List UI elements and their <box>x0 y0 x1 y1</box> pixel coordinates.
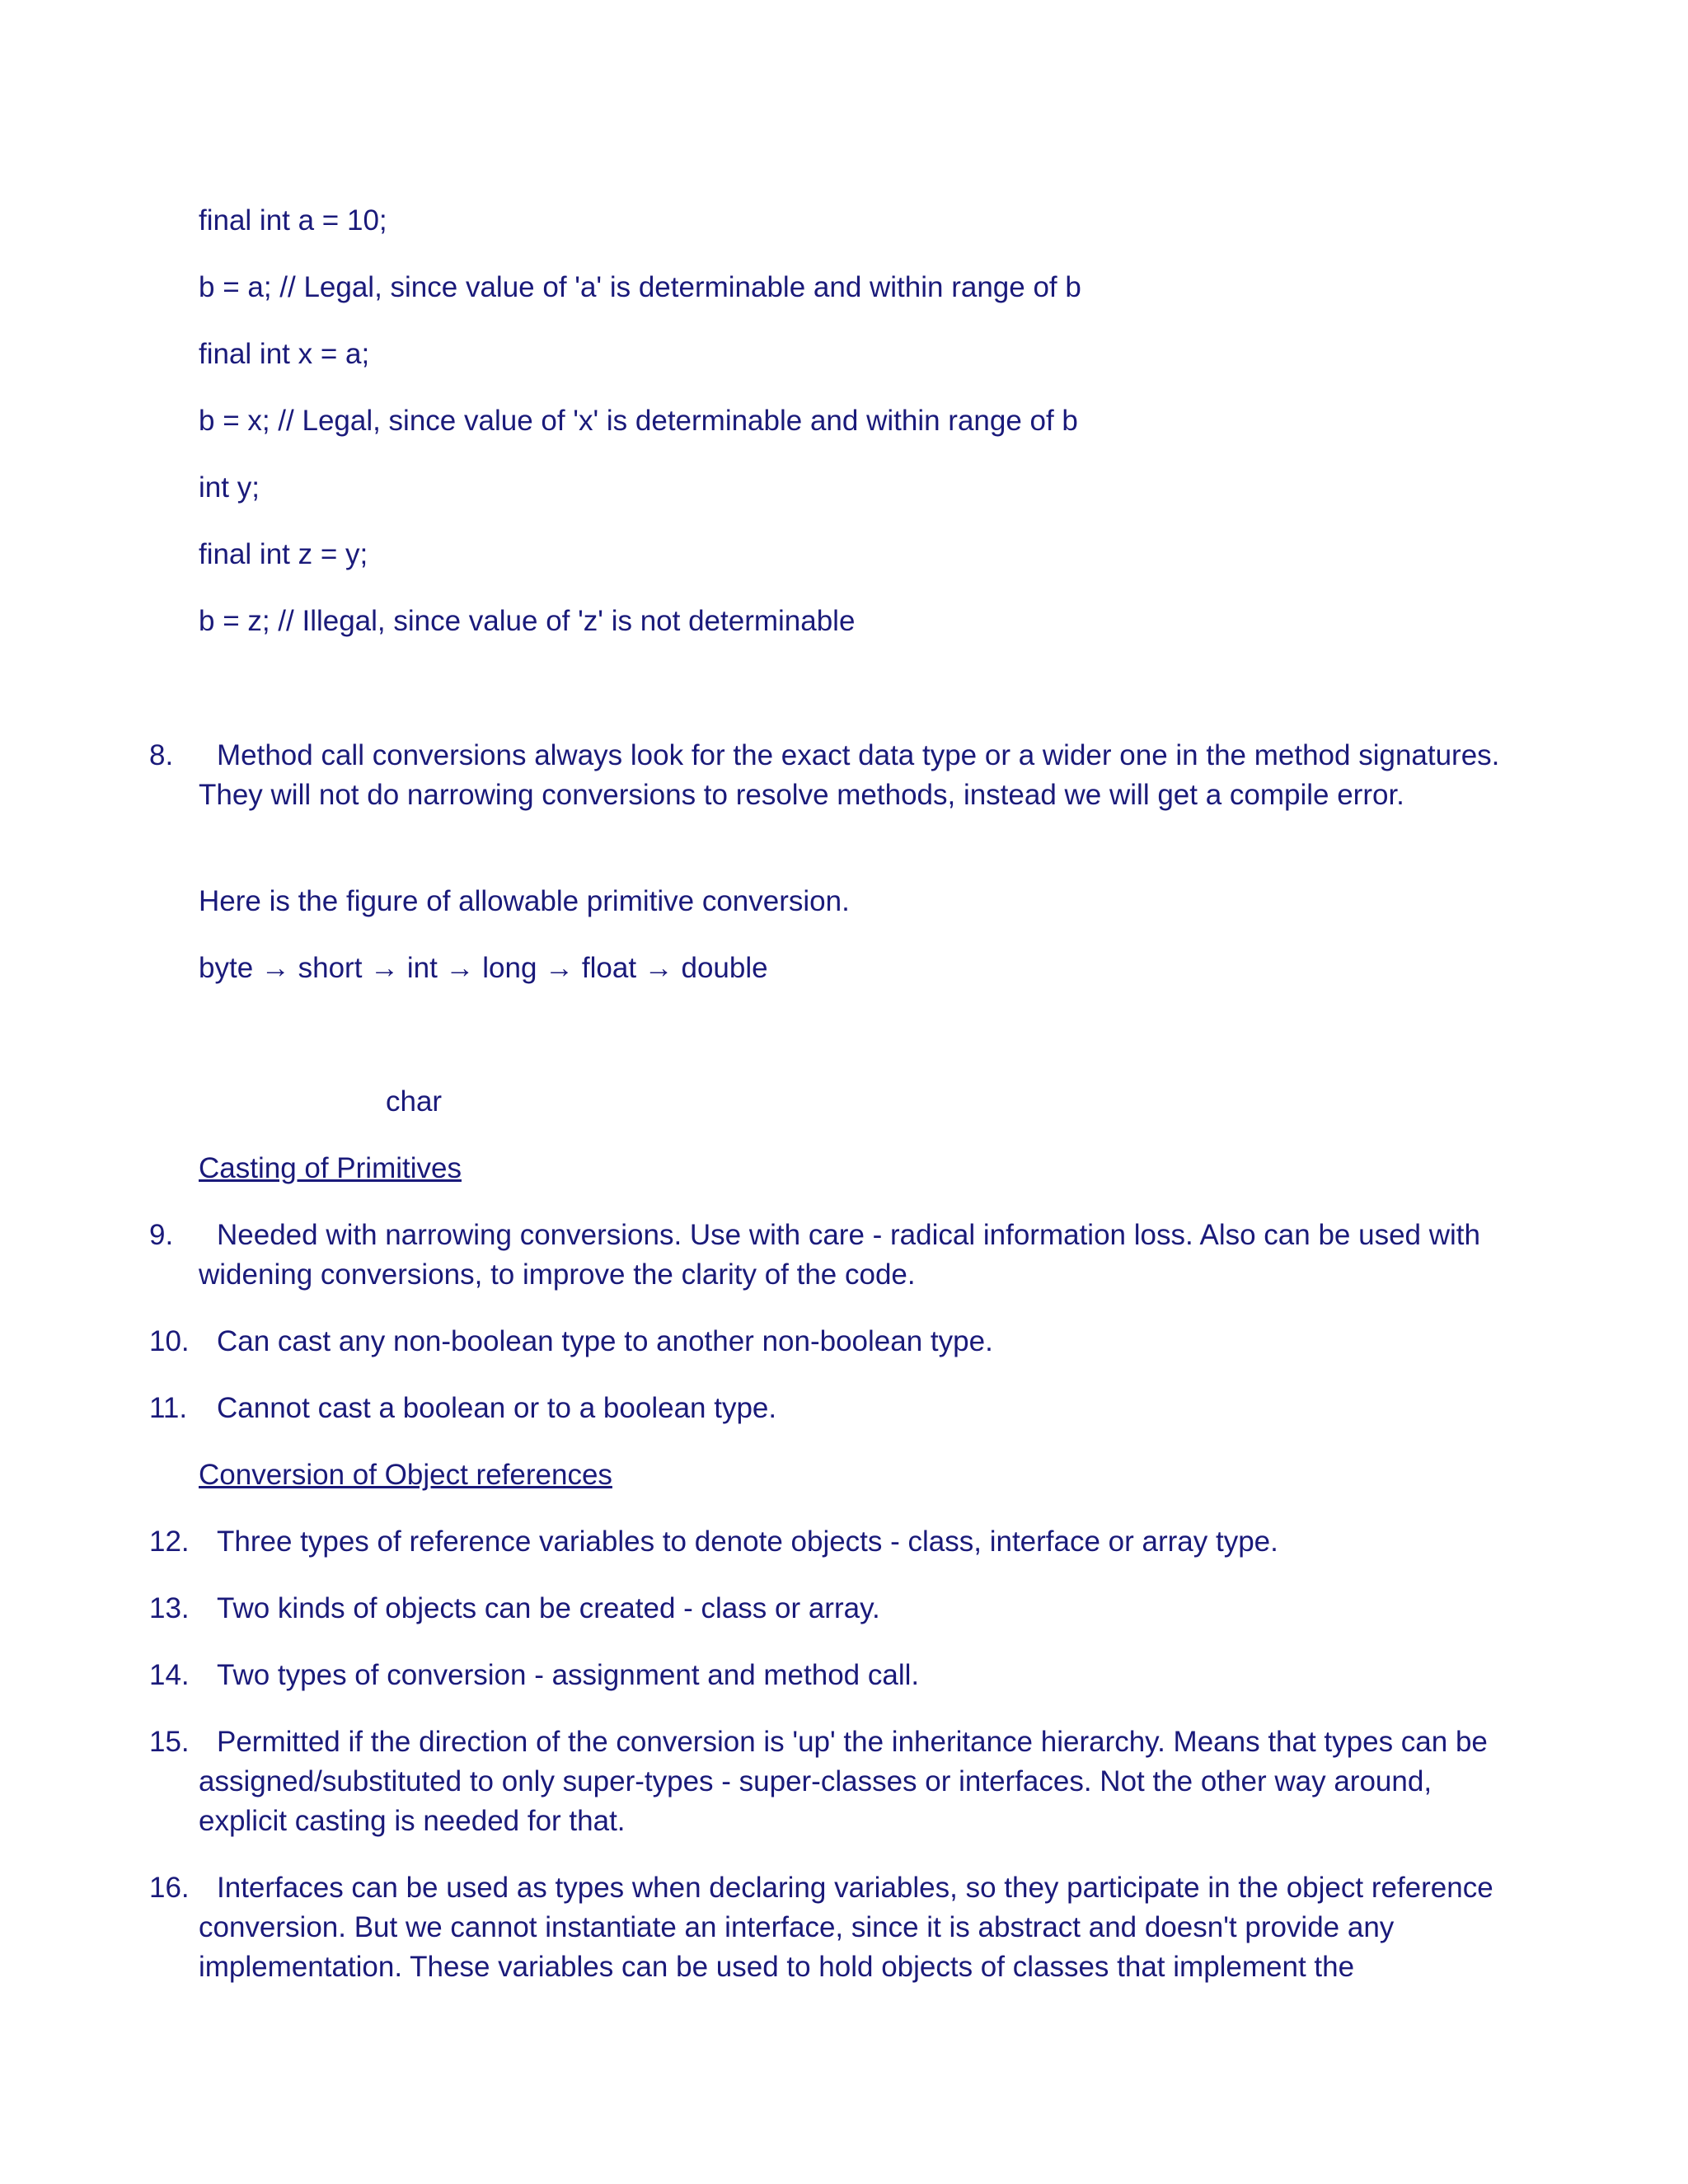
code-line-b-equals-x: b = x; // Legal, since value of 'x' is determinable and within range of b <box>199 405 1078 437</box>
list-item-15 <box>149 1722 1501 1841</box>
list-item-text: Interfaces can be used as types when declaring variables, so they participate in the object reference conversion. But we cannot instantiate an interface, since it is abstract and doesn't provide any implementation. These variables can be used to hold objects of classes that implement the <box>199 1872 1493 1983</box>
heading-casting-of-primitives: Casting of Primitives <box>199 1152 462 1184</box>
list-item-16 <box>149 1868 1501 1987</box>
list-item-13 <box>149 1589 1501 1629</box>
list-item-number: 14. <box>149 1659 190 1691</box>
list-item-text: Three types of reference variables to denote objects - class, interface or array type. <box>217 1526 1278 1558</box>
char-label: char <box>386 1085 443 1118</box>
list-item-10 <box>149 1322 1501 1361</box>
code-line-b-equals-z: b = z; // Illegal, since value of 'z' is not determinable <box>199 605 856 637</box>
heading-conversion-of-object-references: Conversion of Object references <box>199 1459 612 1491</box>
list-item-8 <box>149 736 1501 815</box>
list-item-text: Method call conversions always look for the exact data type or a wider one in the method signatures. They will not do narrowing conversions to resolve methods, instead we will get a compile error. <box>199 739 1500 811</box>
list-item-12 <box>149 1522 1501 1562</box>
list-item-number: 8. <box>149 739 174 771</box>
code-line-final-a: final int a = 10; <box>199 204 387 237</box>
list-item-text: Needed with narrowing conversions. Use with care - radical information loss. Also can be used with widening conversions, to improve the clarity of the code. <box>199 1219 1480 1291</box>
list-item-9 <box>149 1216 1501 1295</box>
list-item-number: 12. <box>149 1526 190 1558</box>
figure-intro-text: Here is the figure of allowable primitive conversion. <box>199 885 850 917</box>
list-item-number: 11. <box>149 1392 188 1424</box>
list-item-11 <box>149 1389 1501 1428</box>
conversion-chain: byte → short → int → long → float → double <box>199 952 768 984</box>
list-item-number: 13. <box>149 1592 190 1624</box>
list-item-text: Two kinds of objects can be created - class or array. <box>217 1592 880 1624</box>
code-line-final-x: final int x = a; <box>199 338 370 370</box>
list-item-number: 9. <box>149 1219 174 1251</box>
list-item-text: Cannot cast a boolean or to a boolean type. <box>217 1392 777 1424</box>
list-item-number: 15. <box>149 1726 190 1758</box>
list-item-text: Permitted if the direction of the conversion is 'up' the inheritance hierarchy. Means that types can be assigned/substituted to only super-types - super-classes or interfaces. Not the other way around, explicit casting is needed for that. <box>199 1726 1488 1837</box>
code-line-final-z: final int z = y; <box>199 538 368 570</box>
list-item-text: Two types of conversion - assignment and method call. <box>217 1659 920 1691</box>
list-item-number: 16. <box>149 1872 190 1904</box>
list-item-text: Can cast any non-boolean type to another non-boolean type. <box>217 1325 993 1357</box>
list-item-number: 10. <box>149 1325 190 1357</box>
code-line-int-y: int y; <box>199 471 260 504</box>
code-line-b-equals-a: b = a; // Legal, since value of 'a' is determinable and within range of b <box>199 271 1081 303</box>
list-item-14 <box>149 1656 1501 1695</box>
